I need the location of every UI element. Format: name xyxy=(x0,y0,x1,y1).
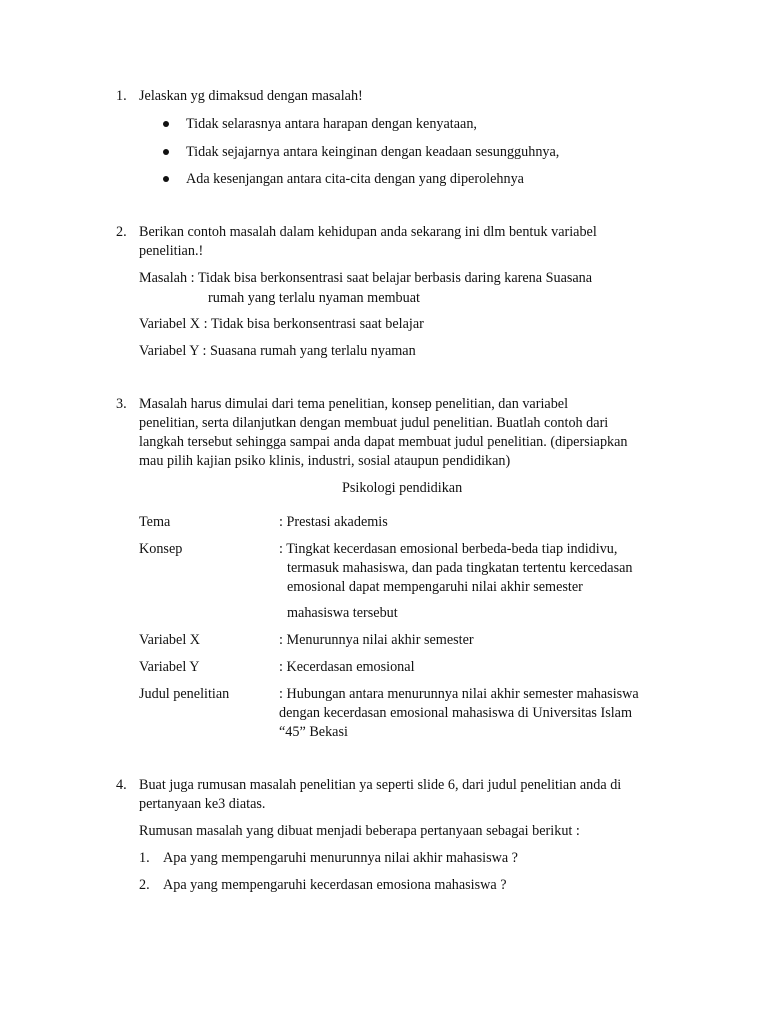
answer-3-konsep-value: termasuk mahasiswa, dan pada tingkatan tertentu kercedasan xyxy=(287,560,633,576)
answer-3-variabel-y-label: Variabel Y xyxy=(139,659,200,675)
answer-3-tema-value: : Prestasi akademis xyxy=(279,514,388,530)
bullet-dot-icon xyxy=(163,121,169,127)
answer-4-item-text: Apa yang mempengaruhi kecerdasan emosiona mahasiswa ? xyxy=(163,877,507,893)
question-2-text-line: penelitian.! xyxy=(139,243,204,259)
question-3-text-line: mau pilih kajian psiko klinis, industri, sosial ataupun pendidikan) xyxy=(139,453,511,469)
answer-3-subtitle: Psikologi pendidikan xyxy=(342,480,463,496)
question-4-number: 4. xyxy=(116,777,127,793)
question-1-bullet: Tidak sejajarnya antara keinginan dengan keadaan sesungguhnya, xyxy=(186,144,560,160)
answer-4-item-number: 1. xyxy=(139,850,150,866)
answer-3-judul-value: “45” Bekasi xyxy=(279,724,348,740)
answer-3-konsep-value: mahasiswa tersebut xyxy=(287,605,398,621)
answer-4-item-number: 2. xyxy=(139,877,150,893)
bullet-dot-icon xyxy=(163,176,169,182)
answer-2-variabel-x: Variabel X : Tidak bisa berkonsentrasi saat belajar xyxy=(139,316,424,332)
answer-3-judul-value: dengan kecerdasan emosional mahasiswa di Universitas Islam xyxy=(279,705,633,721)
answer-2-masalah: Masalah : Tidak bisa berkonsentrasi saat belajar berbasis daring karena Suasana xyxy=(139,270,593,286)
question-3-text-line: Masalah harus dimulai dari tema penelitian, konsep penelitian, dan variabel xyxy=(139,396,569,412)
answer-3-konsep-label: Konsep xyxy=(139,541,183,557)
question-2-number: 2. xyxy=(116,224,127,240)
question-3-text-line: langkah tersebut sehingga sampai anda dapat membuat judul penelitian. (dipersiapkan xyxy=(139,434,628,450)
answer-3-variabel-y-value: : Kecerdasan emosional xyxy=(279,659,415,675)
answer-2-variabel-y: Variabel Y : Suasana rumah yang terlalu nyaman xyxy=(139,343,416,359)
question-2-text-line: Berikan contoh masalah dalam kehidupan anda sekarang ini dlm bentuk variabel xyxy=(139,224,597,240)
answer-3-variabel-x-label: Variabel X xyxy=(139,632,201,648)
question-1-bullet: Ada kesenjangan antara cita-cita dengan yang diperolehnya xyxy=(186,171,524,187)
answer-3-konsep-value: emosional dapat mempengaruhi nilai akhir semester xyxy=(287,579,583,595)
bullet-dot-icon xyxy=(163,149,169,155)
answer-3-tema-label: Tema xyxy=(139,514,171,530)
answer-4-item-text: Apa yang mempengaruhi menurunnya nilai akhir mahasiswa ? xyxy=(163,850,518,866)
answer-3-variabel-x-value: : Menurunnya nilai akhir semester xyxy=(279,632,474,648)
answer-3-judul-label: Judul penelitian xyxy=(139,686,230,702)
question-3-text-line: penelitian, serta dilanjutkan dengan membuat judul penelitian. Buatlah contoh dari xyxy=(139,415,609,431)
question-1-number: 1. xyxy=(116,88,127,104)
question-1-text: Jelaskan yg dimaksud dengan masalah! xyxy=(139,88,363,104)
answer-3-konsep-value: : Tingkat kecerdasan emosional berbeda-beda tiap indidivu, xyxy=(279,541,618,557)
answer-4-intro: Rumusan masalah yang dibuat menjadi beberapa pertanyaan sebagai berikut : xyxy=(139,823,580,839)
question-4-text-line: Buat juga rumusan masalah penelitian ya seperti slide 6, dari judul penelitian anda di xyxy=(139,777,622,793)
question-4-text-line: pertanyaan ke3 diatas. xyxy=(139,796,266,812)
question-1-bullet: Tidak selarasnya antara harapan dengan kenyataan, xyxy=(186,116,477,132)
answer-2-masalah-cont: rumah yang terlalu nyaman membuat xyxy=(208,290,420,306)
answer-3-judul-value: : Hubungan antara menurunnya nilai akhir semester mahasiswa xyxy=(279,686,639,702)
question-3-number: 3. xyxy=(116,396,127,412)
